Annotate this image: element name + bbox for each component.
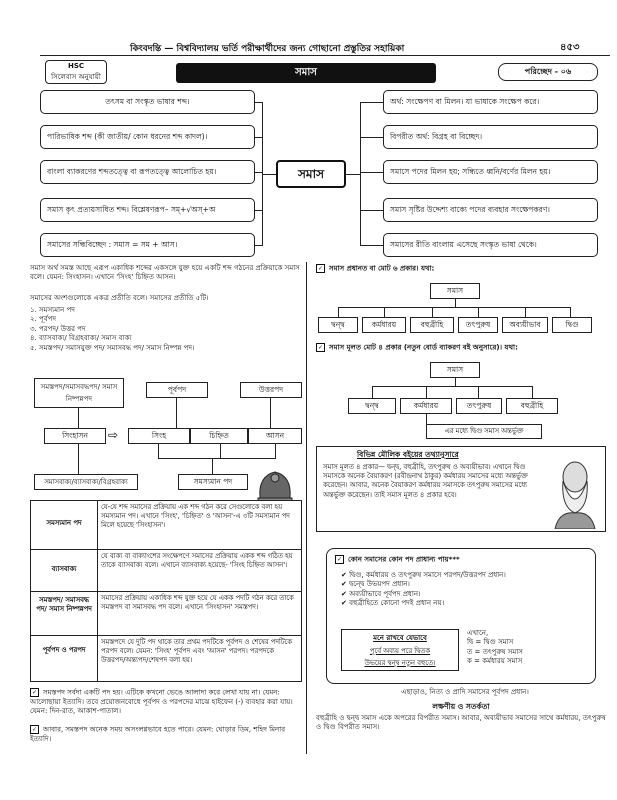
badge-top: HSC: [67, 62, 85, 70]
right-tick-1: [360, 102, 383, 103]
remember-line-1: পূর্বে অব্যয় পরে দ্বিতক: [369, 647, 431, 655]
checkbox-icon: ✓: [317, 344, 324, 351]
tree2-note-stem: [426, 414, 427, 424]
node-byasbakya: সমাসবাক্য/ব্যাসবাক্য/বিগ্রহবাক্য: [34, 474, 138, 490]
line-samasta-down: [78, 408, 79, 428]
question-1-text: সমাস প্রধানত বা মোট ৬ প্রকার। যথা:: [329, 264, 435, 273]
tree1-bar: [338, 307, 570, 308]
tree2-drop-4: [532, 386, 533, 398]
list-item: ✔ বহুব্রীহিতে কোনো পদই প্রধান নয়।: [341, 599, 445, 608]
tree1-leaf: অব্যয়ীভাব: [502, 317, 548, 333]
top-right-box-4: সমাস সৃষ্টির উদ্দেশ্য বাক্যে পদের ব্যবহার সংক্ষেপকরণ।: [383, 198, 598, 222]
right-tick-2: [360, 137, 383, 138]
node-singha: সিংহ: [128, 428, 190, 444]
table-term: ব্যাসবাক্য: [51, 565, 77, 573]
line-bottom-left: [78, 444, 79, 474]
line-purba-down: [176, 398, 177, 428]
tree1-leaf: দ্বন্দ্ব: [318, 317, 358, 333]
right-tick-3: [360, 172, 383, 173]
node-singhasan: সিংহাসন: [44, 428, 106, 444]
right-tick-4: [360, 210, 383, 211]
arrow-icon: ⇨: [108, 428, 119, 442]
tree1-leaf: দ্বিগু: [552, 317, 592, 333]
tree2-drop-3: [478, 386, 479, 398]
table-term: সমস্যমান পদ: [46, 519, 82, 527]
line-bottom-join-3: [275, 444, 276, 458]
top-right-box-1: অর্থ: সংক্ষেপণ বা মিলন। যা ভাষাকে সংক্ষেপ করে।: [383, 90, 598, 114]
portrait-illustration: [549, 457, 601, 529]
key-legend: [467, 629, 591, 667]
tree2-leaf: বহুব্রীহি: [506, 398, 558, 414]
chapter-tag: পরিচ্ছেদ - ০৬: [498, 63, 598, 81]
key-item: ত = তৎপুরুষ সমাস: [467, 647, 523, 656]
question-2: [316, 343, 606, 353]
table-desc: যে-যে শব্দ সমাসের প্রক্রিয়ায় এক শব্দ গঠন করে সেগুলোকে বলা হয় সমস্যমান পদ। এখানে 'সিংহ', 'চিহ্নিত' ও 'আসন'-এ ৩টি সমস্যমান পদ মিলে হয়েছে 'সিংহাসন'।: [101, 503, 290, 530]
intro-paragraph-2: সমাসের অংশগুলোকে একত্র প্রতীতি বলে। সমাসের প্রতীতি ৫টি।: [30, 294, 209, 302]
intro-paragraph: সমাস অর্থ সমস্ত আছে এরূপ একাধিক শব্দের একসঙ্গে যুক্ত হয়ে একটি শব্দ গঠনের প্রক্রিয়াকে সমাস বলে। যেমন: সিংহাসন। এখানে 'সিংহ' চিহ্নিত আসন।: [30, 264, 300, 282]
node-samasta: সমস্তপদ/সমাসবদ্ধপদ/ সমাস নিষ্পন্নপদ: [34, 378, 124, 408]
remember-box: [341, 629, 459, 671]
top-left-box-4: সমাস কৃৎ প্রত্যয়সাধিত শব্দ। বিশ্লেষণরূপ– সম্‌+√অস্‌+অ: [40, 198, 255, 222]
top-center-label: সমাস: [298, 167, 324, 181]
note-2-text: আবার, সমস্তপদ অনেক সময় অসংলগ্নভাবে হতে পারে। যেমন: ঘোড়ার ডিম, শহিদ মিনার ইত্যাদি।: [30, 725, 286, 743]
check-icon: ✔: [341, 571, 350, 579]
left-join: [262, 174, 276, 175]
hsc-badge: [45, 60, 107, 84]
left-tick-1: [255, 102, 263, 103]
left-tick-2: [255, 137, 263, 138]
table-desc: সমস্তপদে যে দুটি পদ থাকে তার প্রথম পদটিকে পূর্বপদ ও শেষের পদটিকে পরপদ বলে। যেমন: 'সিংহ' পূর্বপদ এবং 'আসন' পরপদ। পরপদকে উত্তরপদ/অন্ত্যপদ/শেষপদ বলা হয়।: [101, 638, 293, 665]
top-right-box-5: সমাসের রীতি বাংলায় এসেছে সংস্কৃত ভাষা থেকে।: [383, 233, 598, 257]
top-right-box-3: সমাসে পদের মিলন হয়; সন্ধিতে ধ্বনি/বর্ণের মিলন হয়।: [383, 160, 598, 184]
check-icon: ✔: [341, 599, 350, 608]
line-bottom-join: [158, 444, 159, 458]
node-purbapad: পূর্বপদ: [146, 382, 208, 398]
list-item: ৩. পরপদ/ উত্তর পদ: [30, 324, 86, 333]
info-box-text: সমাস মূলত ৪ প্রকার— দ্বন্দ্ব, বহুব্রীহি, তৎপুরুষ ও অব্যয়ীভাব। এখানে দ্বিগু সমাসকে অনেক বৈয়াকরণ (রবীন্দ্রনাথ ঠাকুর) কর্মধারয় সমাসের মধ্যে অন্তর্ভুক্ত করেছেন। আবার, অনেক বৈয়াকরণ কর্মধারয় সমাসকে তৎপুরুষ সমাসের মধ্যে অন্তর্ভুক্ত করেছেন। তাই সমাস মূলত ৪ প্রকার হবে।: [323, 463, 528, 499]
node-chihnito: চিহ্নিত: [190, 428, 248, 444]
node-samasyaman: সমস্যমান পদ: [178, 474, 248, 490]
left-tick-5: [255, 245, 263, 246]
checkbox-icon: ✓: [31, 726, 38, 733]
tree1-leaf: তৎপুরুষ: [458, 317, 498, 333]
tree1-drop-6: [570, 307, 571, 317]
line-bottom-stem: [212, 458, 213, 474]
right-spine: [360, 102, 361, 245]
info-box: [316, 446, 606, 532]
tree1-root: সমাস: [430, 283, 480, 299]
node-uttarpad: উত্তরপদ: [240, 382, 302, 398]
checkbox-icon: ✓: [317, 265, 324, 272]
dominance-list: [341, 571, 591, 609]
caution-text: বহুব্রীহি ও দ্বন্দ্ব সমাস একে অপরের বিপরীত সমাস। আবার, অব্যয়ীভাব সমাসের সাথে কর্মধারয়, তৎপুরুষ ও দ্বিগু বিপরীত সমাস।: [316, 714, 606, 732]
right-tick-5: [360, 245, 383, 246]
page-number: ৪৫৩: [560, 42, 580, 53]
list-item: ✔ অব্যয়ীভাবে পূর্বপদ প্রধান।: [341, 589, 421, 598]
list-item: ৫. সমস্তপদ/ সমাসযুক্ত পদ/ সমাসবদ্ধ পদ/ সমাস নিষ্পন্ন পদ।: [30, 343, 195, 352]
tree2-leaf: কর্মধারয়: [400, 398, 452, 414]
tree2-leaf: দ্বন্দ্ব: [348, 398, 396, 414]
column-divider: [306, 262, 307, 754]
top-left-box-2: পারিভাষিক শব্দ (কী জাতীয়/ কোন ধরনের শব্দ কাদল)।: [40, 125, 255, 149]
key-head: এখানে,: [467, 629, 489, 637]
tree2-drop-2: [426, 386, 427, 398]
remember-line-2: উভয়ের দ্বন্দ্ব নতুন বহুতে।: [364, 659, 436, 667]
tree1-stem: [455, 299, 456, 307]
chapter-title-bar: [176, 63, 436, 83]
dominance-box: [326, 548, 596, 684]
list-item: ২. পূর্বপদ: [30, 315, 57, 324]
question-3: [335, 555, 591, 565]
parts-list: [30, 306, 302, 353]
tree1-drop-2: [384, 307, 385, 317]
top-left-box-5: সমাসের সন্ধিবিচ্ছেদ : সমাস = সম + আস।: [40, 233, 255, 257]
node-asan: আসন: [248, 428, 302, 444]
tree1-drop-5: [525, 307, 526, 317]
checkbox-icon: ✓: [336, 556, 343, 563]
caution-title: লক্ষণীয় ও সতর্কতা: [432, 702, 490, 711]
tree2-bar: [372, 386, 532, 387]
list-item: ১. সমস্যমান পদ: [30, 306, 75, 314]
top-left-box-1: তৎসম বা সংস্কৃত ভাষার শব্দ।: [40, 90, 255, 114]
definition-table: [30, 500, 302, 682]
check-icon: ✔: [341, 580, 350, 589]
note-1: [30, 688, 302, 717]
list-item: ✔ দ্বিগু, কর্মধারয় ও তৎপুরুষ সমাসে পরপদ/উত্তরপদ প্রধান।: [341, 571, 506, 579]
line-uttar-down: [270, 398, 271, 428]
checkbox-icon: ✓: [31, 689, 38, 696]
key-item: ক = কর্মধারয় সমাস: [467, 657, 523, 666]
tree1-leaf: কর্মধারয়: [362, 317, 406, 333]
note-2: [30, 725, 302, 744]
top-center-samas: [276, 160, 346, 188]
question-1: [316, 264, 606, 274]
check-icon: ✔: [341, 589, 350, 598]
table-term: সমস্তপদ/ সমাসবদ্ধ পদ/ সমাস নিষ্পন্নপদ: [36, 596, 92, 614]
extra-note: এছাড়াও, নিত্য ও প্রাদি সমাসের পূর্বপদ প্রধান।: [401, 688, 529, 696]
tree1-leaf: বহুব্রীহি: [410, 317, 454, 333]
table-desc: যে বাক্য বা বাক্যাংশের সংক্ষেপণে সমাসের প্রক্রিয়ায় একক শব্দ গঠিত হয় তাকে ব্যাসবাক্য বলে। এখানে ব্যাসবাক্য হয়েছে- 'সিংহ চিহ্নিত আসন'।: [101, 552, 293, 570]
info-box-title: বিভিন্ন মৌলিক বইয়ের তথ্যানুসারে: [357, 450, 459, 459]
table-desc: সমাসের প্রক্রিয়ায় একাধিক শব্দ যুক্ত হয়ে যে একক পদটি গঠন করে তাকে সমস্তপদ বা সমাসবদ্ধ পদ বলে। এখানে 'সিংহাসন' সমস্তপদ।: [101, 594, 294, 612]
tree2-root: সমাস: [430, 362, 480, 378]
tree2-stem: [455, 378, 456, 386]
tree2-leaf: তৎপুরুষ: [456, 398, 502, 414]
tree2-drop-1: [372, 386, 373, 398]
tree1-drop-1: [338, 307, 339, 317]
remember-title: মনে রাখবে যেভাবে: [373, 634, 427, 642]
header-title: কিংবদন্তি — বিশ্ববিদ্যালয় ভর্তি পরীক্ষার্থীদের জন্য গোছানো প্রস্তুতির সহায়িকা: [130, 44, 405, 54]
key-item: দ্বি = দ্বিগু সমাস: [467, 638, 514, 647]
badge-bottom: সিলেবাস অনুযায়ী: [51, 73, 101, 81]
left-tick-3: [255, 172, 263, 173]
chapter-title: সমাস: [295, 67, 317, 78]
header-rule: [40, 55, 610, 56]
top-left-box-3: বাংলা ব্যাকরণের শব্দতত্ত্বে বা রূপতত্ত্বে আলোচিত হয়।: [40, 160, 255, 184]
list-item: ৪. ব্যাসবাক্য/ বিগ্রহবাক্য/ সমাস বাক্য: [30, 334, 132, 343]
list-item: ✔ দ্বন্দ্বে উভয়পদ প্রধান।: [341, 580, 410, 589]
tree2-note: এর মধ্যে দ্বিগু সমাস অন্তর্ভুক্ত: [426, 424, 542, 439]
question-2-text: সমাস মূলত মোট ৪ প্রকার (নতুন বোর্ড ব্যাকরণ বই অনুসারে)। যথা:: [329, 343, 518, 352]
tree1-drop-4: [478, 307, 479, 317]
line-bottom-join-2: [220, 444, 221, 458]
tree1-drop-3: [432, 307, 433, 317]
note-1-text: সমস্তপদ সর্বদা একটি পদ হয়। এটিকে কখনো ভেঙে আলাদা করে লেখা যায় না। যেমন: আলোছায়া ইত্যাদি। তবে প্রয়োজনবোধে পূর্বপদ ও পরপদের মাঝে হাইফেন (-) ব্যবহার করা যায়। যেমন: দিন-রাত, আকাশ-পাতাল।: [30, 688, 293, 716]
top-right-box-2: বিপরীত অর্থ: বিগ্রহ বা বিচ্ছেদ।: [383, 125, 598, 149]
question-3-text: কোন সমাসের কোন পদ প্রাধান্য পায়***: [348, 555, 460, 564]
left-tick-4: [255, 210, 263, 211]
right-join: [346, 174, 360, 175]
line-bottom-bar: [158, 458, 276, 459]
table-term: পূর্বপদ ও পরপদ: [42, 646, 86, 654]
